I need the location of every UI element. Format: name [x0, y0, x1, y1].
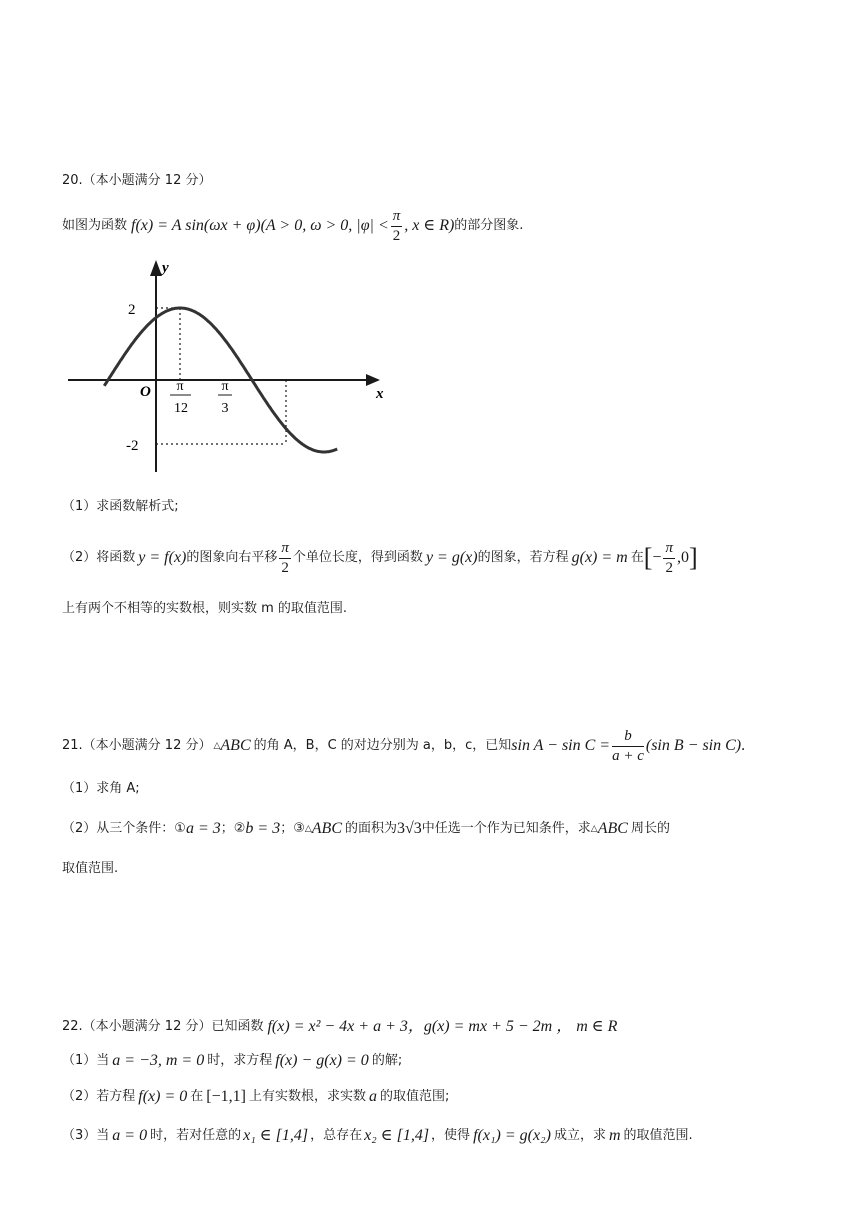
origin-label: O: [140, 384, 151, 400]
q20-part2-frac: $\frac{\pi}{2}$: [281, 539, 289, 576]
q21-sep1: ；②: [220, 821, 246, 836]
q21-tri1: ABC: [220, 737, 251, 754]
y-max-label: 2: [128, 302, 136, 318]
q22-part2-int: [−1,1]: [206, 1088, 246, 1105]
q20-part2-a: （2）将函数: [62, 550, 136, 565]
q20-part2-e: 在: [630, 550, 644, 565]
triangle-icon: △: [213, 741, 221, 751]
q20-part2-int-l: −: [652, 549, 662, 566]
q21-cond1: a = 3: [185, 820, 221, 837]
q22-part2: [62, 1084, 449, 1110]
q20-part2-eq: g(x) = m: [571, 549, 628, 566]
q20-func-tail: , x ∈ R): [404, 217, 455, 234]
q22-fx: f(x) = x² − 4x + a + 3，g(x) = mx + 5 − 2m ， m ∈ R: [267, 1018, 618, 1035]
q20-part2-g: y = g(x): [425, 549, 478, 566]
q20-part1: （1）求函数解析式;: [62, 499, 179, 514]
q21-part2-line2: 取值范围.: [62, 861, 119, 876]
q21-part2: [62, 816, 670, 842]
q22-part2-d: 的取值范围;: [380, 1089, 450, 1104]
q21-eq-right: (sin B − sin C): [645, 737, 742, 754]
q21-part1: （1）求角 A;: [62, 781, 140, 796]
y-axis-arrow: [150, 260, 162, 276]
q20-intro-post: 的部分图象.: [454, 218, 524, 233]
q20-part2-b: 的图象向右平移: [186, 550, 278, 565]
q20-intro: [62, 208, 523, 244]
q21-text1: 的角 A，B，C 的对边分别为 a，b，c，已知: [253, 738, 512, 753]
q22-part1-eq: f(x) − g(x) = 0: [275, 1052, 369, 1069]
q22-part2-eq: f(x) = 0: [138, 1088, 188, 1105]
triangle-icon: △: [590, 824, 598, 834]
q21-header: 21.（本小题满分 12 分）: [62, 738, 212, 753]
q22-part3-b: 时，若对任意的: [150, 1128, 242, 1143]
q22-part3-eq: f(x₁) = g(x₂): [473, 1127, 551, 1144]
q22-part1-a: （1）当: [62, 1053, 110, 1068]
y-label: y: [162, 260, 169, 276]
q20-part2-int-frac: $\frac{\pi}{2}$: [665, 539, 673, 576]
q22-part3-c: ，总存在: [310, 1128, 363, 1143]
q20-header: 20.（本小题满分 12 分）: [62, 173, 212, 188]
q20-func-frac: $\frac{\pi}{2}$: [392, 207, 401, 244]
q22-part1: [62, 1048, 402, 1074]
x-label: x: [376, 386, 384, 402]
q21-area: 3√3: [397, 820, 422, 837]
q21-eq-end: .: [741, 737, 746, 754]
q22-part3: [62, 1122, 693, 1150]
q22-part3-x1: x₁ ∈ [1,4]: [243, 1127, 309, 1144]
q22-part2-b: 在: [190, 1089, 204, 1104]
q20-part2: （2）将函数 y = f(x) 的图象向右平移 $\frac{\pi}{2}$ 个单位长度，得到函数 y = g(x) 的图象，若方程 g(x) = m 在 [ − $\frac{\pi}{2}$ ,0 ]: [62, 539, 698, 576]
q22-part2-var: a: [369, 1088, 377, 1105]
q22-part3-x2: x₂ ∈ [1,4]: [364, 1127, 430, 1144]
triangle-icon: △: [304, 824, 312, 834]
q21-part2-c: 中任选一个作为已知条件，求: [421, 821, 591, 836]
q20-part2-f: y = f(x): [138, 549, 187, 566]
q20-part2-d: 的图象，若方程: [477, 550, 569, 565]
q22-part1-c: 的解;: [371, 1053, 403, 1068]
q22-part3-e: 成立，求: [553, 1128, 606, 1143]
x-axis-arrow: [366, 374, 380, 386]
q21-eq-left: sin A − sin C =: [511, 737, 611, 754]
q21-cond2: b = 3: [245, 820, 281, 837]
q21-part2-a: （2）从三个条件：①: [62, 821, 186, 836]
q20-intro-pre: 如图为函数: [62, 218, 128, 233]
q22-part3-var: m: [608, 1127, 621, 1144]
tick2-den: 3: [221, 401, 229, 416]
q22-header: 22.（本小题满分 12 分）已知函数: [62, 1019, 264, 1034]
q20-graph: [60, 252, 400, 480]
q21-sep2: ；③: [280, 821, 305, 836]
q22-part2-c: 上有实数根，求实数: [248, 1089, 366, 1104]
q21-part2-d: 周长的: [630, 821, 670, 836]
q22-part1-b: 时，求方程: [207, 1053, 273, 1068]
q21-line1: [62, 726, 745, 766]
q20-part2-int-r: ,0: [676, 549, 689, 566]
q21-tri3: ABC: [597, 820, 628, 837]
q22-part1-cond: a = −3, m = 0: [112, 1052, 205, 1069]
q20-func: f(x) = A sin(ωx + φ)(A > 0, ω > 0, |φ| <: [131, 217, 389, 234]
y-min-label: -2: [126, 438, 139, 454]
q20-part2-line2: 上有两个不相等的实数根，则实数 m 的取值范围.: [62, 601, 348, 616]
tick2-num: π: [221, 379, 229, 394]
q22-part3-f: 的取值范围.: [623, 1128, 693, 1143]
q22-line1: [62, 1014, 617, 1040]
q21-part2-b: 的面积为: [344, 821, 397, 836]
q22-part3-cond: a = 0: [112, 1127, 148, 1144]
q22-part2-a: （2）若方程: [62, 1089, 136, 1104]
q22-part3-d: ，使得: [431, 1128, 471, 1143]
q21-tri2: ABC: [311, 820, 342, 837]
tick1-num: π: [176, 379, 184, 394]
tick1-den: 12: [174, 401, 188, 416]
q20-part2-c: 个单位长度，得到函数: [292, 550, 423, 565]
q22-part3-a: （3）当: [62, 1128, 110, 1143]
q21-eq-frac: $\frac{b}{a + c}$: [612, 727, 644, 764]
